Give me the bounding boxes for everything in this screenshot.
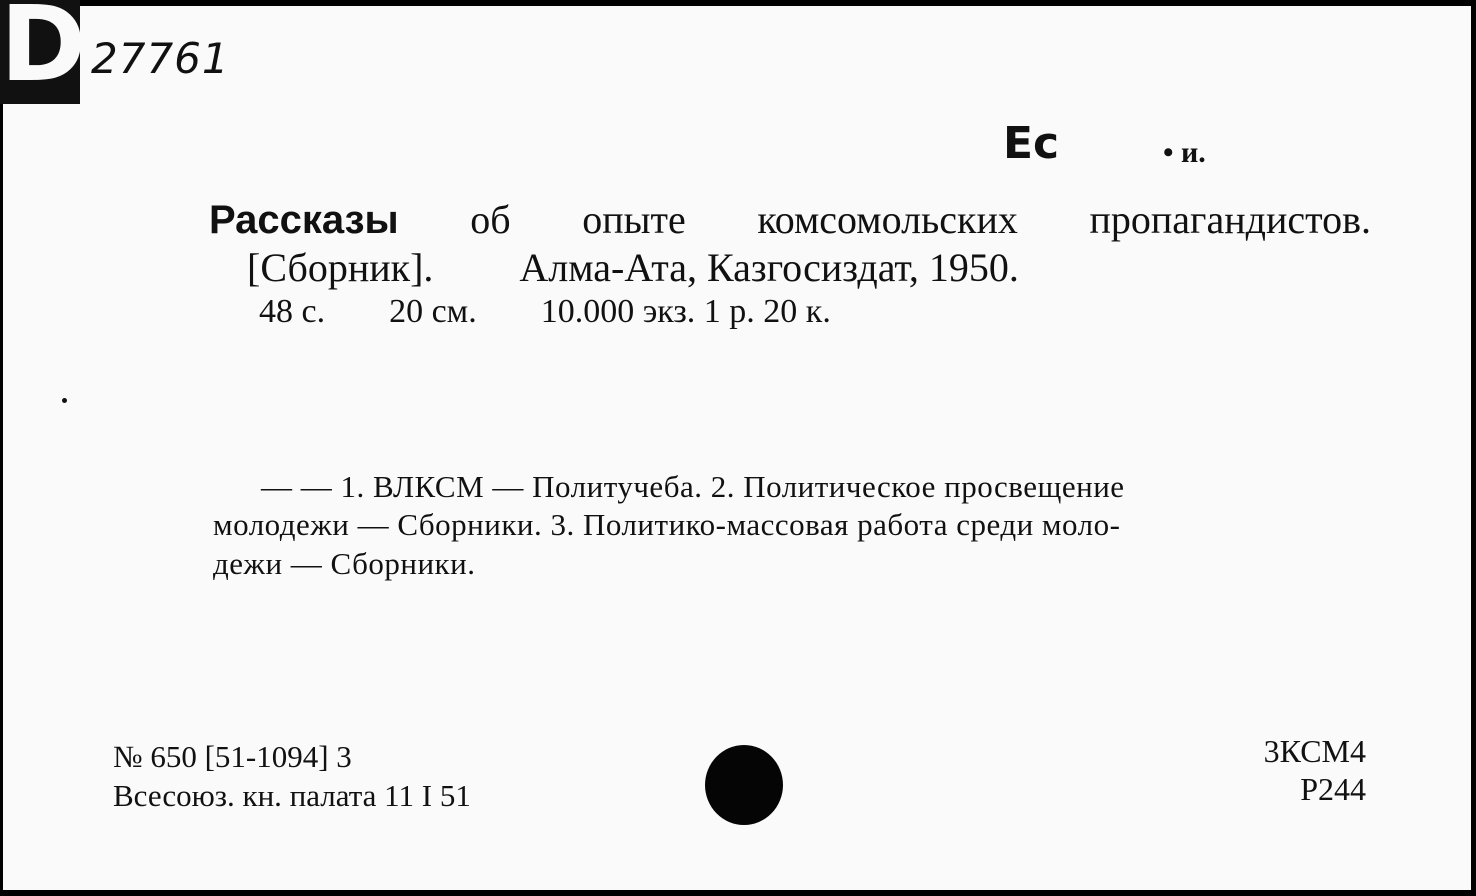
speck — [62, 398, 67, 403]
subject-line-1: — — 1. ВЛКСМ — Политучеба. 2. Политическое просвещение — [261, 469, 1125, 504]
record-number: № 650 [51-1094] 3 — [113, 739, 352, 774]
handwritten-number: 27761 — [91, 34, 230, 83]
title-word: об — [470, 197, 511, 242]
edition-price: 10.000 экз. 1 р. 20 к. — [540, 293, 831, 330]
pages: 48 с. — [259, 293, 326, 330]
subject-line-2: молодежи — Сборники. 3. Политико-массовая работа среди моло- — [213, 507, 1121, 542]
call-number-letter: D — [0, 0, 87, 105]
stamp-mark-tail: • и. — [1163, 136, 1206, 169]
title-word: опыте — [582, 197, 686, 242]
subject-line-3: дежи — Сборники. — [213, 546, 476, 581]
physical-description — [259, 292, 831, 333]
classification-code: 3КСМ4 — [1263, 733, 1366, 769]
title-line — [209, 196, 1371, 244]
title-part: [Сборник]. — [247, 245, 434, 290]
title-continuation — [247, 244, 1019, 292]
title-word: комсомольских — [757, 197, 1018, 242]
title-first-word: Рассказы — [209, 198, 399, 242]
title-word: пропагандистов. — [1089, 197, 1371, 242]
stamp-mark: Ec — [1003, 118, 1060, 169]
punch-hole — [705, 745, 783, 825]
book-chamber: Всесоюз. кн. палата 11 I 51 — [113, 778, 471, 813]
size: 20 см. — [389, 293, 477, 330]
imprint: Алма-Ата, Казгосиздат, 1950. — [519, 245, 1019, 290]
author-mark: Р244 — [1300, 771, 1366, 807]
